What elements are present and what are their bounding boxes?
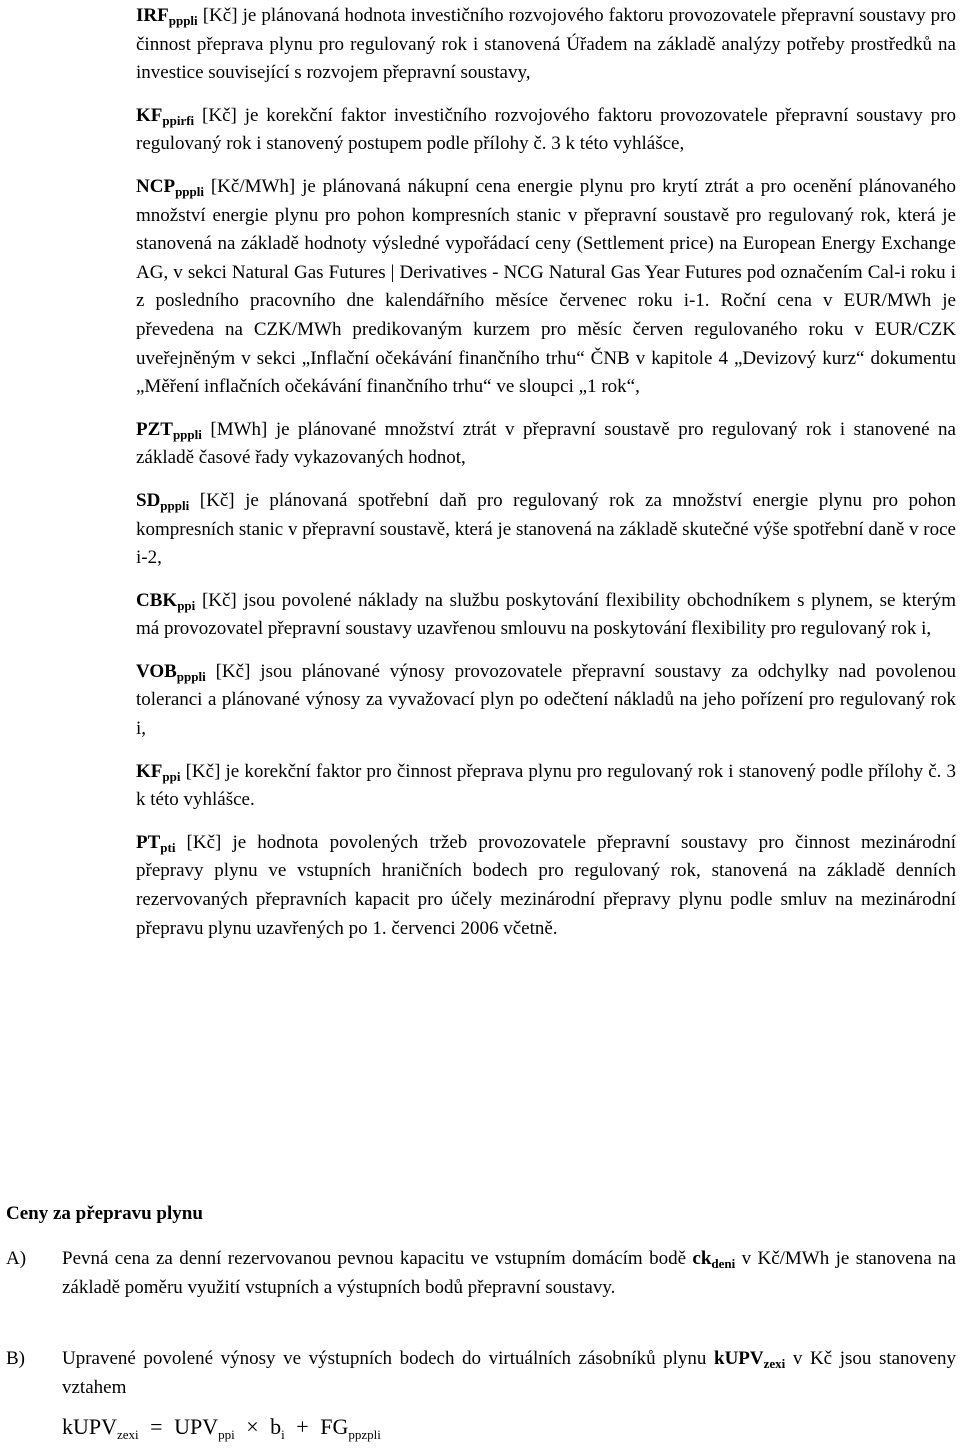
symbol-subscript: deni	[711, 1256, 736, 1271]
symbol-subscript: pppli	[175, 183, 204, 199]
symbol: ck	[692, 1248, 712, 1269]
symbol-subscript: pppli	[172, 426, 202, 442]
symbol: IRF	[136, 5, 169, 26]
symbol: PT	[136, 831, 161, 853]
symbol: PZT	[136, 418, 173, 440]
definitions-list	[136, 0, 956, 957]
definition-pt	[136, 829, 956, 943]
symbol: NCP	[136, 175, 176, 197]
item-label: B)	[6, 1348, 25, 1369]
definition-kf-ppi	[136, 758, 956, 815]
definition-text: [Kč/MWh] je plánovaná nákupní cena energie plynu pro krytí ztrát a pro ocenění plánovaného množství energie plynu pro pohon kompresních stanic v přepravní soustavě pro regulovaný rok, která je stanovená na základě hodnoty výsledné vypořádací ceny (Settlement price) na European Energy Exchange AG, v sekci Natural Gas Futures | Derivatives - NCG Natural Gas Year Futures pod označením Cal-i roku i z posledního pracovního dne kalendářního měsíce červenec roku i-1. Roční cena v EUR/MWh je převedena na CZK/MWh predikovaným kurzem pro měsíc červen regulovaného roku v EUR/CZK uveřejněným v sekci „Inflační očekávání finančního trhu“ ČNB v kapitole 4 „Devizový kurz“ dokumentu „Měření inflačních očekávání finančního trhu“ ve sloupci „1 rok“,	[136, 175, 956, 398]
definition-text: [Kč] je korekční faktor pro činnost přeprava plynu pro regulovaný rok i stanovený podle přílohy č. 3 k této vyhlášce.	[136, 760, 956, 811]
definition-pzt	[136, 416, 956, 473]
formula: kUPV$_{zexi}$ = $UPV_{ppi} \times b_i + FG_{ppzpli}$	[62, 1414, 381, 1442]
item-label: A)	[6, 1248, 27, 1269]
symbol: KF	[136, 104, 163, 126]
symbol-subscript: pppli	[160, 497, 190, 513]
item-text: Pevná cena za denní rezervovanou pevnou kapacitu ve vstupním domácím bodě $ck_{deni}$ v Kč/MWh je stanovena na základě poměru využití vstupních a výstupních bodů přepravní soustavy.	[62, 1248, 956, 1298]
definition-text: [Kč] jsou plánované výnosy provozovatele přepravní soustavy za odchylky nad povolenou toleranci a plánované výnosy za vyvažovací plyn po odečtení nákladů na jeho pořízení pro regulovaný rok i,	[136, 660, 956, 740]
symbol: kUPV	[714, 1348, 764, 1369]
symbol-subscript: zexi	[763, 1356, 786, 1371]
symbol: CBK	[136, 589, 178, 611]
section-title: Ceny za přepravu plynu	[6, 1203, 203, 1224]
definition-text: [Kč] jsou povolené náklady na službu poskytování flexibility obchodníkem s plynem, se kterým má provozovatel přepravní soustavy uzavřenou smlouvu na poskytování flexibility pro regulovaný rok i,	[136, 589, 956, 640]
symbol-subscript: ppirfi	[162, 112, 195, 128]
symbol-subscript: pppli	[176, 668, 206, 684]
definition-text: [Kč] je korekční faktor investičního rozvojového faktoru provozovatele přepravní soustavy pro regulovaný rok i stanovený postupem podle přílohy č. 3 k této vyhlášce,	[136, 104, 956, 155]
symbol: KF	[136, 760, 163, 782]
definition-sd	[136, 487, 956, 573]
definition-text: [MWh] je plánované množství ztrát v přepravní soustavě pro regulovaný rok i stanovené na základě časové řady vykazovaných hodnot,	[136, 418, 956, 469]
symbol-subscript: pti	[160, 839, 176, 855]
symbol-subscript: pppli	[168, 13, 198, 28]
symbol-subscript: ppi	[177, 597, 196, 613]
symbol-subscript: ppi	[162, 768, 181, 784]
definition-ncp	[136, 173, 956, 402]
definition-cbk	[136, 587, 956, 644]
symbol: VOB	[136, 660, 177, 682]
item-b	[6, 1345, 956, 1402]
symbol: SD	[136, 489, 161, 511]
definition-text: [Kč] je hodnota povolených tržeb provozovatele přepravní soustavy pro činnost mezinárodní přepravy plynu ve vstupních hraničních bodech pro regulovaný rok, stanovená na základě denních rezervovaných přepravních kapacit pro účely mezinárodní přepravy plynu podle smluv na mezinárodní přepravu plynu uzavřených po 1. červenci 2006 včetně.	[136, 831, 956, 939]
item-text: Upravené povolené výnosy ve výstupních bodech do virtuálních zásobníků plynu kUPV$_{zexi}$ v Kč jsou stanoveny vztahem	[62, 1348, 956, 1398]
definition-vob	[136, 658, 956, 744]
item-a	[6, 1245, 956, 1302]
definition-text: [Kč] je plánovaná spotřební daň pro regulovaný rok za množství energie plynu pro pohon kompresních stanic v přepravní soustavě, která je stanovená na základě skutečné výše spotřební daně v roce i-2,	[136, 489, 956, 569]
definition-irf	[136, 2, 956, 88]
definition-text: [Kč] je plánovaná hodnota investičního rozvojového faktoru provozovatele přepravní soustavy pro činnost přeprava plynu pro regulovaný rok i stanovená Úřadem na základě analýzy potřeby prostředků na investice související s rozvojem přepravní soustavy,	[136, 5, 956, 84]
definition-kf-irf	[136, 102, 956, 159]
